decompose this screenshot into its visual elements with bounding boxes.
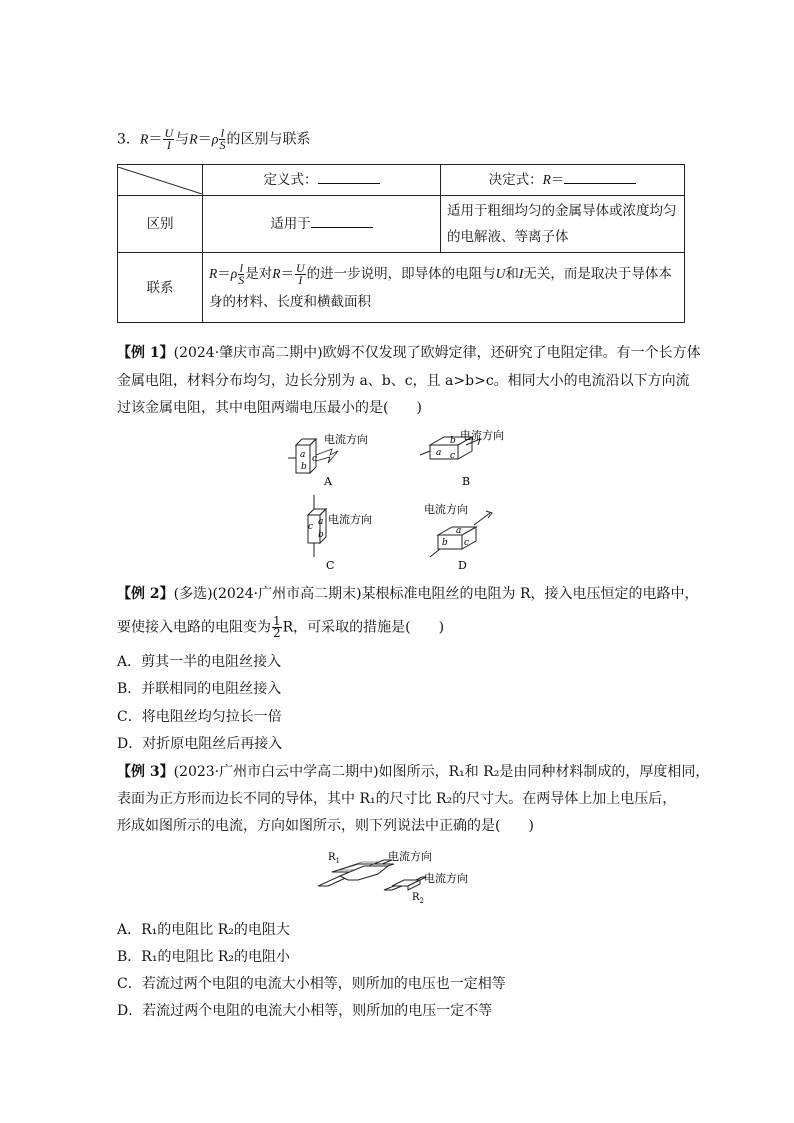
example2-option-c[interactable]: C．将电阻丝均匀拉长一倍: [117, 709, 282, 725]
row-difference-head: 区别: [118, 196, 203, 253]
example2-tag: 【例 2】: [117, 586, 174, 602]
r2-label: $R_2$: [412, 892, 424, 905]
example3-line3: 形成如图所示的电流，方向如图所示，则下列说法中正确的是( ): [117, 818, 534, 834]
example1-line1: 【例 1】(2024·肇庆市高二期中)欧姆不仅发现了欧姆定律，还研究了电阻定律。有一个长方体: [117, 345, 701, 361]
decision-header: 决定式：R＝: [441, 165, 685, 196]
example3-option-d[interactable]: D．若流过两个电阻的电流大小相等，则所加的电压一定不等: [117, 1003, 493, 1019]
example2-option-d[interactable]: D．对折原电阻丝后再接入: [117, 736, 283, 752]
definition-blank[interactable]: [318, 169, 380, 184]
figure-b: [420, 428, 504, 488]
row-difference-decision: 适用于粗细均匀的金属导体或浓度均匀的电解液、等离子体: [441, 196, 685, 253]
figure-d: [424, 502, 492, 572]
svg-text:b: b: [301, 462, 307, 472]
example1-figures: [280, 425, 520, 575]
row-relation-head: 联系: [118, 253, 203, 323]
svg-text:b: b: [442, 538, 448, 548]
decision-blank[interactable]: [564, 169, 636, 184]
example3-figure: [318, 846, 478, 906]
r1-label: $R_1$: [328, 852, 340, 865]
svg-text:b: b: [318, 530, 324, 540]
svg-text:电流方向: 电流方向: [424, 503, 468, 516]
svg-text:c: c: [464, 538, 470, 548]
figure-b-label: B: [462, 475, 471, 488]
example3-line1: 【例 3】(2023·广州市白云中学高二期中)如图所示，R₁和 R₂是由同种材料制成的，厚度相同，: [117, 764, 710, 780]
diagonal-line: [118, 167, 202, 194]
example1-tag: 【例 1】: [117, 345, 174, 361]
svg-text:电流方向: 电流方向: [424, 872, 468, 885]
svg-text:c: c: [312, 454, 318, 464]
svg-text:电流方向: 电流方向: [328, 513, 372, 526]
row-difference-definition: 适用于: [203, 196, 441, 253]
example2-line1: 【例 2】(多选)(2024·广州市高二期末)某根标准电阻丝的电阻为 R，接入电压恒定的电路中，: [117, 586, 699, 602]
fraction-half: $\frac{1}{2}$: [273, 614, 281, 640]
diagonal-header-cell: [118, 165, 203, 196]
applies-blank[interactable]: [311, 213, 373, 228]
svg-text:a: a: [456, 526, 462, 536]
example2-line2: 要使接入电路的电阻变为 $\frac{1}{2}$ R，可采取的措施是( ): [117, 614, 445, 640]
comparison-table: [117, 164, 685, 323]
example2-option-a[interactable]: A．剪其一半的电阻丝接入: [117, 654, 282, 670]
svg-text:电流方向: 电流方向: [388, 850, 432, 863]
figure-c: [308, 495, 372, 572]
svg-text:b: b: [450, 436, 456, 446]
figure-a: [288, 432, 368, 488]
fraction-u-over-i: $\frac{U}{I}$: [164, 126, 174, 152]
fraction-l-over-s: $\frac{l}{S}$: [219, 126, 226, 152]
definition-header: 定义式：: [203, 165, 441, 196]
example3-option-b[interactable]: B．R₁的电阻比 R₂的电阻小: [117, 949, 291, 965]
example3-option-a[interactable]: A．R₁的电阻比 R₂的电阻大: [117, 922, 290, 938]
svg-text:电流方向: 电流方向: [324, 433, 368, 446]
svg-text:a: a: [318, 517, 324, 527]
svg-text:a: a: [300, 450, 306, 460]
example3-tag: 【例 3】: [117, 764, 174, 780]
svg-text:c: c: [450, 451, 456, 461]
section-3-heading: 3．R＝ $\frac{U}{I}$ 与R＝ρ $\frac{l}{S}$ 的区别与联系: [117, 126, 311, 152]
row-relation-content: R＝ρ $\frac{l}{S}$ 是对R＝ $\frac{U}{I}$ 的进一步说明，即导体的电阻与U和I无关，而是取决于导体本身的材料、长度和横截面积: [203, 253, 685, 323]
section-number: 3．: [117, 131, 140, 148]
svg-text:a: a: [436, 448, 442, 458]
example3-option-c[interactable]: C．若流过两个电阻的电流大小相等，则所加的电压也一定相等: [117, 976, 506, 992]
example1-line3: 过该金属电阻，其中电阻两端电压最小的是( ): [117, 400, 422, 416]
example1-line2: 金属电阻，材料分布均匀，边长分别为 a、b、c，且 a>b>c。相同大小的电流沿以下方向流: [117, 373, 690, 389]
figure-c-label: C: [326, 559, 335, 572]
figure-a-label: A: [324, 475, 332, 488]
example3-line2: 表面为正方形而边长不同的导体，其中 R₁的尺寸比 R₂的尺寸大。在两导体上加上电压后，: [117, 791, 677, 807]
svg-text:c: c: [308, 522, 314, 532]
example2-option-b[interactable]: B．并联相同的电阻丝接入: [117, 681, 282, 697]
figure-d-label: D: [458, 559, 467, 572]
svg-text:电流方向: 电流方向: [460, 429, 504, 442]
